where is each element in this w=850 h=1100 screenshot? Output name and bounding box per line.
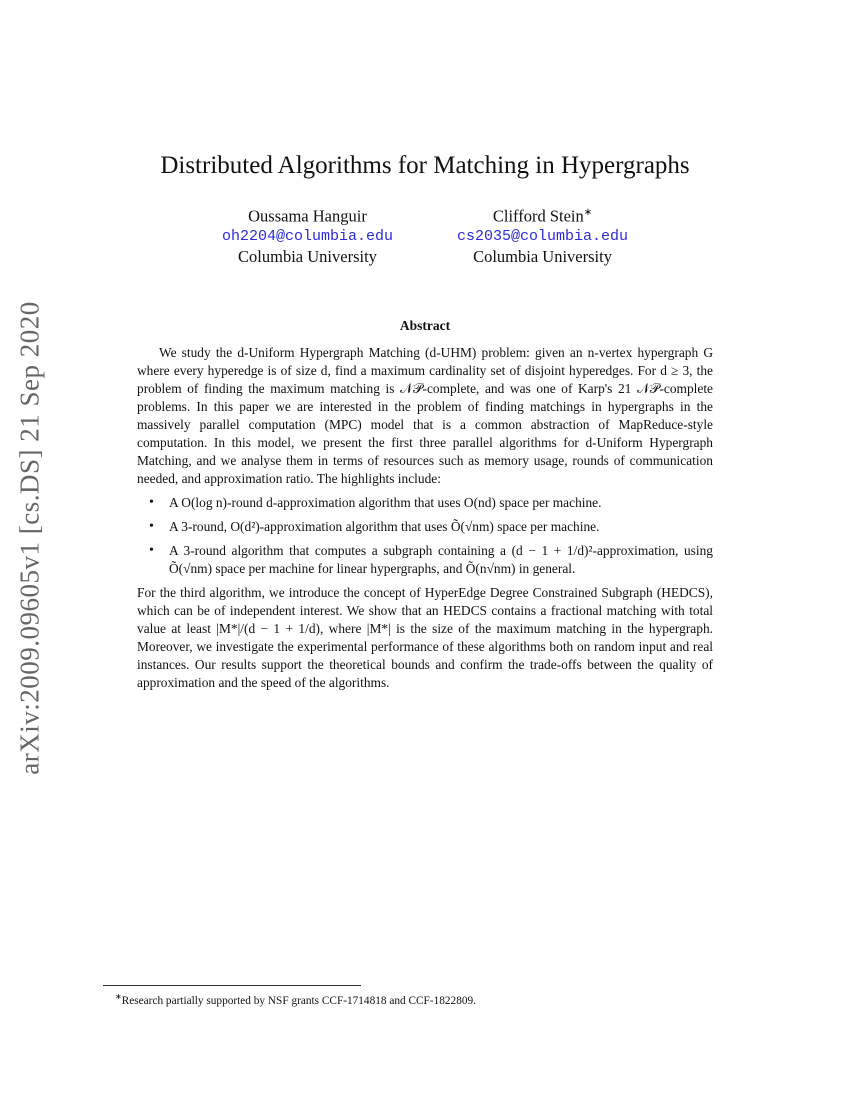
footnote-text: Research partially supported by NSF grants CCF-1714818 and CCF-1822809. xyxy=(121,994,476,1007)
paper-title: Distributed Algorithms for Matching in Hypergraphs xyxy=(160,152,690,179)
arxiv-side-stamp xyxy=(10,295,50,780)
highlights-list xyxy=(137,494,713,578)
arxiv-identifier: arXiv:2009.09605v1 [cs.DS] 21 Sep 2020 xyxy=(14,300,45,775)
author-name: Clifford Stein∗ xyxy=(492,206,593,226)
abstract-heading: Abstract xyxy=(399,318,451,333)
footnote-marker: ∗ xyxy=(115,992,122,1001)
abstract-paragraph-1: We study the d-Uniform Hypergraph Matching (d-UHM) problem: given an n-vertex hypergraph G where every hyperedge is of size d, find a maximum cardinality set of disjoint hyperedges. For d ≥ 3, the problem of finding the maximum matching is 𝒩𝒫-complete, and was one of Karp's 21 𝒩𝒫-complete problems. In this paper we are interested in the problem of finding matchings in hypergraphs in the massively parallel computation (MPC) model that is a common abstraction of MapReduce-style computation. In this model, we present the first three parallel algorithms for d-Uniform Hypergraph Matching, and we analyse them in terms of resources such as memory usage, rounds of communication needed, and approximation ratio. The highlights include: xyxy=(137,345,713,486)
author-1 xyxy=(222,203,393,267)
author-block xyxy=(0,203,850,267)
author-name: Oussama Hanguir xyxy=(248,206,367,226)
abstract-body xyxy=(137,344,713,692)
footnote-marker: ∗ xyxy=(583,207,593,218)
footnote-divider xyxy=(103,985,361,986)
abstract-paragraph-2: For the third algorithm, we introduce the concept of HyperEdge Degree Constrained Subgraph (HEDCS), which can be of independent interest. We show that an HEDCS contains a fractional matching with total value at least |M*|/(d − 1 + 1/d), where |M*| is the size of the maximum matching in the hypergraph. Moreover, we investigate the experimental performance of these algorithms both on random input and real instances. Our results support the theoretical bounds and confirm the trade-offs between the quality of approximation and the speed of the algorithms. xyxy=(137,585,713,690)
author-affiliation: Columbia University xyxy=(473,246,612,266)
author-email[interactable]: oh2204@columbia.edu xyxy=(221,227,393,245)
author-2 xyxy=(457,203,628,267)
author-email[interactable]: cs2035@columbia.edu xyxy=(457,227,629,245)
highlight-item: • A 3-round, O(d²)-approximation algorithm that uses Õ(√nm) space per machine. xyxy=(169,518,713,536)
author-affiliation: Columbia University xyxy=(238,246,377,266)
highlight-item: • A O(log n)-round d-approximation algorithm that uses O(nd) space per machine. xyxy=(169,494,713,512)
footnote xyxy=(115,990,755,1008)
highlight-item: • A 3-round algorithm that computes a subgraph containing a (d − 1 + 1/d)²-approximation, using Õ(√nm) space per machine for linear hypergraphs, and Õ(n√nm) in general. xyxy=(169,542,713,578)
